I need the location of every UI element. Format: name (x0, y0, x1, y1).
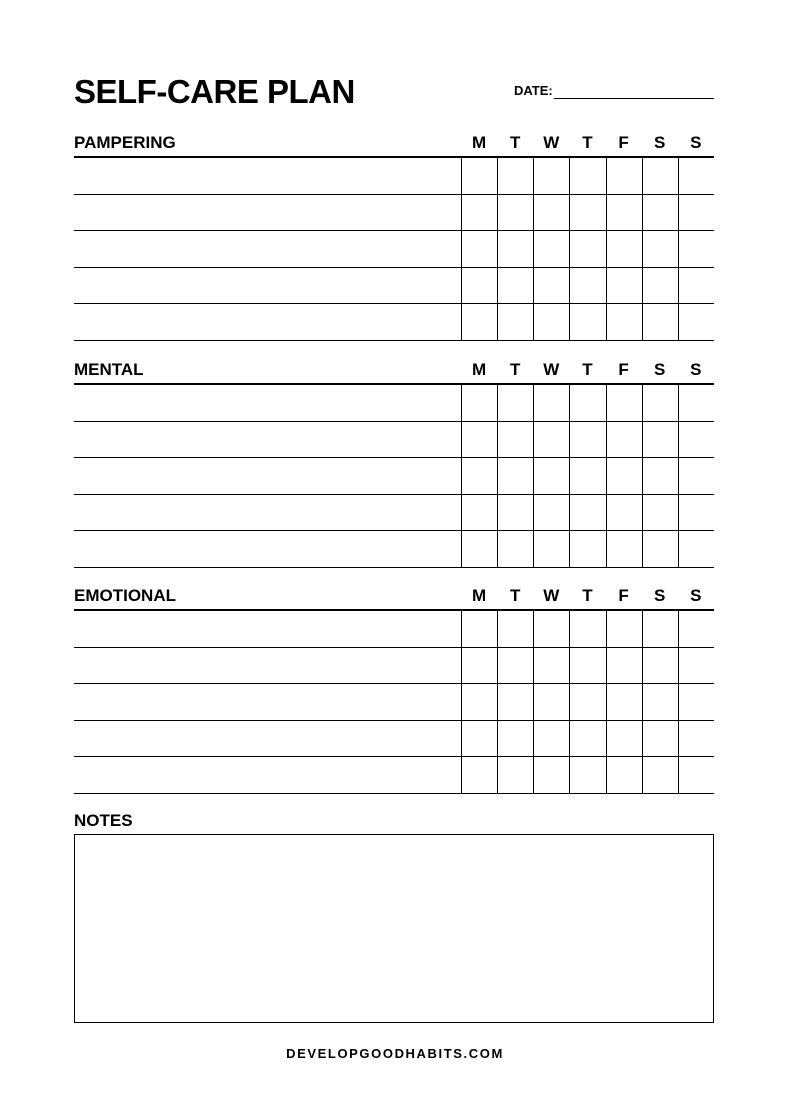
day-checkbox-cell[interactable] (642, 531, 678, 567)
day-header: T (509, 586, 521, 605)
day-checkbox-cell[interactable] (606, 721, 642, 757)
day-header: S (654, 133, 666, 152)
day-header: S (690, 586, 702, 605)
day-checkbox-cell[interactable] (606, 458, 642, 494)
habit-row (74, 158, 714, 195)
section-pampering (74, 131, 714, 341)
day-headers (461, 133, 714, 153)
day-checkbox-cell[interactable] (461, 158, 497, 194)
day-checkbox-cell[interactable] (678, 531, 714, 567)
day-checkbox-cell[interactable] (533, 757, 569, 793)
day-checkbox-cell[interactable] (569, 422, 605, 458)
habit-row (74, 721, 714, 758)
day-checkbox-cell[interactable] (461, 231, 497, 267)
date-field[interactable] (514, 83, 714, 99)
day-header: T (582, 133, 593, 152)
day-checkbox-cell[interactable] (569, 304, 605, 340)
habit-row (74, 757, 714, 794)
habit-row (74, 304, 714, 341)
habit-row (74, 611, 714, 648)
day-checkbox-cell[interactable] (606, 648, 642, 684)
section-title: PAMPERING (74, 133, 176, 152)
day-checkbox-cell[interactable] (461, 304, 497, 340)
day-checkbox-cell[interactable] (497, 158, 533, 194)
day-checkbox-cell[interactable] (533, 531, 569, 567)
day-checkbox-cell[interactable] (569, 385, 605, 421)
day-checkbox-cell[interactable] (461, 495, 497, 531)
habit-entry-line[interactable] (74, 721, 461, 757)
day-checkbox-cell[interactable] (569, 611, 605, 647)
habit-entry-line[interactable] (74, 684, 461, 720)
day-checkbox-cell[interactable] (461, 195, 497, 231)
day-header: S (654, 586, 666, 605)
habit-entry-line[interactable] (74, 385, 461, 421)
habit-entry-line[interactable] (74, 268, 461, 304)
section-header (74, 584, 714, 611)
day-checkbox-cell[interactable] (642, 495, 678, 531)
day-checkbox-cell[interactable] (533, 684, 569, 720)
day-header: T (582, 360, 593, 379)
day-checkbox-cell[interactable] (497, 458, 533, 494)
day-checkbox-cell[interactable] (678, 721, 714, 757)
day-checkbox-cell[interactable] (642, 304, 678, 340)
habit-row (74, 195, 714, 232)
day-checkbox-cell[interactable] (678, 757, 714, 793)
habit-entry-line[interactable] (74, 531, 461, 567)
day-checkbox-cell[interactable] (569, 531, 605, 567)
day-checkbox-cell[interactable] (569, 684, 605, 720)
day-headers (461, 586, 714, 606)
date-label: DATE: (514, 83, 553, 98)
habit-entry-line[interactable] (74, 611, 461, 647)
habit-entry-line[interactable] (74, 195, 461, 231)
day-checkbox-cell[interactable] (461, 648, 497, 684)
page-title: SELF-CARE PLAN (74, 73, 355, 110)
day-checkbox-cell[interactable] (642, 231, 678, 267)
day-checkbox-cell[interactable] (461, 721, 497, 757)
day-checkbox-cell[interactable] (642, 195, 678, 231)
day-checkbox-cell[interactable] (533, 385, 569, 421)
habit-row (74, 422, 714, 459)
day-checkbox-cell[interactable] (642, 268, 678, 304)
day-checkbox-cell[interactable] (678, 458, 714, 494)
day-checkbox-cell[interactable] (569, 648, 605, 684)
day-checkbox-cell[interactable] (678, 231, 714, 267)
day-checkbox-cell[interactable] (642, 158, 678, 194)
habit-entry-line[interactable] (74, 304, 461, 340)
day-header: F (618, 586, 629, 605)
section-title: EMOTIONAL (74, 586, 176, 605)
day-checkbox-cell[interactable] (569, 757, 605, 793)
day-header: M (471, 133, 487, 152)
day-checkbox-cell[interactable] (569, 458, 605, 494)
day-checkbox-cell[interactable] (606, 757, 642, 793)
day-checkbox-cell[interactable] (606, 495, 642, 531)
day-checkbox-cell[interactable] (606, 231, 642, 267)
day-checkbox-cell[interactable] (533, 158, 569, 194)
day-checkbox-cell[interactable] (569, 195, 605, 231)
habit-row (74, 648, 714, 685)
day-checkbox-cell[interactable] (606, 304, 642, 340)
day-header: W (543, 133, 560, 152)
day-checkbox-cell[interactable] (533, 422, 569, 458)
day-checkbox-cell[interactable] (497, 422, 533, 458)
day-header: M (471, 586, 487, 605)
day-header: W (543, 586, 560, 605)
day-checkbox-cell[interactable] (497, 611, 533, 647)
day-checkbox-cell[interactable] (461, 422, 497, 458)
day-checkbox-cell[interactable] (533, 195, 569, 231)
day-checkbox-cell[interactable] (606, 611, 642, 647)
day-checkbox-cell[interactable] (497, 531, 533, 567)
habit-row (74, 495, 714, 532)
day-checkbox-cell[interactable] (461, 611, 497, 647)
footer-website: DEVELOPGOODHABITS.COM (286, 1046, 504, 1061)
day-checkbox-cell[interactable] (606, 422, 642, 458)
habit-row (74, 385, 714, 422)
day-header: S (690, 360, 702, 379)
day-checkbox-cell[interactable] (642, 757, 678, 793)
day-checkbox-cell[interactable] (533, 721, 569, 757)
section-title: MENTAL (74, 360, 144, 379)
day-header: M (471, 360, 487, 379)
habit-row (74, 458, 714, 495)
day-checkbox-cell[interactable] (533, 648, 569, 684)
section-emotional (74, 584, 714, 794)
habit-entry-line[interactable] (74, 458, 461, 494)
habit-row (74, 684, 714, 721)
day-header: T (509, 133, 521, 152)
day-checkbox-cell[interactable] (497, 304, 533, 340)
day-checkbox-cell[interactable] (606, 684, 642, 720)
day-checkbox-cell[interactable] (642, 684, 678, 720)
day-header: W (543, 360, 560, 379)
day-checkbox-cell[interactable] (461, 268, 497, 304)
day-checkbox-cell[interactable] (461, 458, 497, 494)
day-checkbox-cell[interactable] (497, 195, 533, 231)
habit-entry-line[interactable] (74, 231, 461, 267)
habit-row (74, 531, 714, 568)
day-header: T (582, 586, 593, 605)
date-blank-line[interactable] (554, 84, 714, 99)
day-checkbox-cell[interactable] (497, 495, 533, 531)
day-header: S (654, 360, 666, 379)
section-mental (74, 358, 714, 568)
day-checkbox-cell[interactable] (606, 268, 642, 304)
day-checkbox-cell[interactable] (533, 611, 569, 647)
day-checkbox-cell[interactable] (497, 268, 533, 304)
notes-box[interactable] (74, 834, 714, 1023)
day-checkbox-cell[interactable] (569, 721, 605, 757)
habit-entry-line[interactable] (74, 648, 461, 684)
day-checkbox-cell[interactable] (461, 531, 497, 567)
day-checkbox-cell[interactable] (678, 304, 714, 340)
section-header (74, 131, 714, 158)
day-checkbox-cell[interactable] (497, 648, 533, 684)
day-checkbox-cell[interactable] (678, 268, 714, 304)
habit-row (74, 268, 714, 305)
day-checkbox-cell[interactable] (642, 611, 678, 647)
day-checkbox-cell[interactable] (569, 268, 605, 304)
day-checkbox-cell[interactable] (678, 684, 714, 720)
day-header: S (690, 133, 702, 152)
day-checkbox-cell[interactable] (642, 458, 678, 494)
habit-entry-line[interactable] (74, 495, 461, 531)
day-checkbox-cell[interactable] (606, 195, 642, 231)
day-checkbox-cell[interactable] (678, 611, 714, 647)
day-headers (461, 360, 714, 380)
day-checkbox-cell[interactable] (533, 495, 569, 531)
day-checkbox-cell[interactable] (497, 231, 533, 267)
section-header (74, 358, 714, 385)
day-checkbox-cell[interactable] (497, 684, 533, 720)
day-checkbox-cell[interactable] (606, 158, 642, 194)
habit-entry-line[interactable] (74, 757, 461, 793)
day-checkbox-cell[interactable] (642, 385, 678, 421)
day-header: T (509, 360, 521, 379)
day-checkbox-cell[interactable] (606, 531, 642, 567)
day-checkbox-cell[interactable] (678, 385, 714, 421)
day-checkbox-cell[interactable] (461, 684, 497, 720)
day-checkbox-cell[interactable] (533, 268, 569, 304)
day-checkbox-cell[interactable] (497, 721, 533, 757)
day-checkbox-cell[interactable] (569, 495, 605, 531)
day-checkbox-cell[interactable] (497, 757, 533, 793)
day-checkbox-cell[interactable] (642, 422, 678, 458)
day-checkbox-cell[interactable] (533, 304, 569, 340)
day-checkbox-cell[interactable] (678, 495, 714, 531)
habit-entry-line[interactable] (74, 158, 461, 194)
day-checkbox-cell[interactable] (678, 158, 714, 194)
day-checkbox-cell[interactable] (533, 231, 569, 267)
day-checkbox-cell[interactable] (642, 648, 678, 684)
day-checkbox-cell[interactable] (642, 721, 678, 757)
notes-label: NOTES (74, 811, 133, 830)
day-checkbox-cell[interactable] (569, 231, 605, 267)
habit-entry-line[interactable] (74, 422, 461, 458)
day-checkbox-cell[interactable] (497, 385, 533, 421)
day-header: F (618, 360, 629, 379)
day-checkbox-cell[interactable] (569, 158, 605, 194)
day-checkbox-cell[interactable] (606, 385, 642, 421)
day-checkbox-cell[interactable] (533, 458, 569, 494)
day-header: F (618, 133, 629, 152)
day-checkbox-cell[interactable] (678, 195, 714, 231)
day-checkbox-cell[interactable] (461, 385, 497, 421)
day-checkbox-cell[interactable] (678, 648, 714, 684)
habit-row (74, 231, 714, 268)
day-checkbox-cell[interactable] (678, 422, 714, 458)
day-checkbox-cell[interactable] (461, 757, 497, 793)
